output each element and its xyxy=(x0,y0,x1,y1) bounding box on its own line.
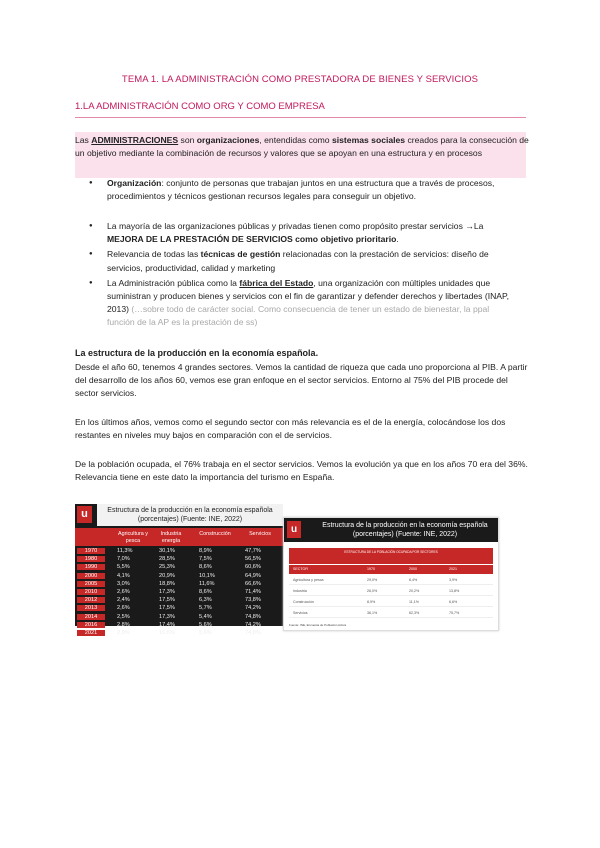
intro-paragraph: Las ADMINISTRACIONES son organizaciones, entendidas como sistemas sociales creados para la consecución de un objetivo mediante la combinación de recursos y valores que se apoyan en una estructura y en procesos xyxy=(75,135,529,159)
table-cell: 64,9% xyxy=(245,572,261,579)
table-footer: Fuente: INE, Encuesta de Población Activa xyxy=(289,623,347,627)
table-cell: 74,2% xyxy=(245,605,261,612)
table-cell: 16,6% xyxy=(159,629,175,636)
table-row xyxy=(75,573,283,581)
table-cell: 75,7% xyxy=(449,611,460,615)
column-header: 2021 xyxy=(449,567,457,571)
table-cell: 56,5% xyxy=(245,556,261,563)
table-title-bar xyxy=(284,518,498,542)
table-cell: 7,5% xyxy=(199,556,212,563)
row-year: 1970 xyxy=(77,548,105,554)
table-cell: 11,3% xyxy=(117,548,133,554)
table-cell: 20,2% xyxy=(409,589,420,593)
row-label: Industria xyxy=(293,589,307,593)
section-title: 1.LA ADMINISTRACIÓN COMO ORG Y COMO EMPRESA xyxy=(75,101,325,112)
column-header: Servicios xyxy=(249,531,271,537)
row-label: Agricultura y pesca xyxy=(293,578,324,582)
table-row xyxy=(289,609,493,618)
table-cell: 25,3% xyxy=(159,564,175,571)
table-cell: 8,6% xyxy=(199,588,212,595)
table-cell: 2,9% xyxy=(117,629,130,636)
table-row xyxy=(75,614,283,622)
table-cell: 17,3% xyxy=(159,613,175,620)
bullet-item: ● La Administración pública como la fábrica del Estado, una organización con múltiples unidades que suministran y producen bienes y servicios con el fin de garantizar y defender derechos y libertades (INAP, 2013) (…sobre todo de carácter social. Como consecuencia de tener un estado de bienestar, la ppal función de la AP es la prestación de ss) xyxy=(87,277,517,330)
university-logo: u xyxy=(287,521,301,538)
org-list xyxy=(87,177,517,205)
table-cell: 6,6% xyxy=(449,600,458,604)
column-header: Construcción xyxy=(199,531,231,537)
column-header: Industria energía xyxy=(160,531,182,544)
table-cell: 8,6% xyxy=(199,564,212,571)
bullet-list xyxy=(87,220,517,332)
row-year: 2016 xyxy=(77,622,105,628)
table-cell: 17,5% xyxy=(159,597,175,604)
column-header: 1970 xyxy=(367,567,375,571)
column-header: 2000 xyxy=(409,567,417,571)
bullet-item: ● Relevancia de todas las técnicas de gestión relacionadas con la prestación de servicios: diseño de servicios, productividad, calidad y marketing xyxy=(87,248,517,274)
table-cell: 11,6% xyxy=(199,580,215,587)
table-title: Estructura de la producción en la economía española (porcentajes) (Fuente: INE, 2022) xyxy=(97,504,283,526)
employment-table-image xyxy=(283,517,499,631)
table-cell: 2,8% xyxy=(117,621,130,628)
table-row xyxy=(75,548,283,556)
table-row xyxy=(75,556,283,564)
table-row xyxy=(75,564,283,572)
table-header xyxy=(75,528,283,546)
table-cell: 6,3% xyxy=(199,597,212,604)
production-table-image xyxy=(75,504,283,636)
university-logo: u xyxy=(77,506,92,523)
table-cell: 8,9% xyxy=(367,600,376,604)
table-cell: 13,8% xyxy=(449,589,460,593)
table-title: Estructura de la producción en la economía española (porcentajes) (Fuente: INE, 2022) xyxy=(322,522,488,538)
table-caption: ESTRUCTURA DE LA POBLACIÓN OCUPADA POR SECTORES xyxy=(289,548,493,564)
table-cell: 28,5% xyxy=(159,556,175,563)
table-cell: 2,6% xyxy=(117,588,130,595)
table-cell: 36,1% xyxy=(367,611,378,615)
bullet-item: ● La mayoría de las organizaciones públicas y privadas tienen como propósito prestar servicios →La MEJORA DE LA PRESTACIÓN DE SERVICIOS como objetivo prioritario. xyxy=(87,220,517,246)
table-cell: 60,6% xyxy=(245,564,261,571)
table-cell: 74,8% xyxy=(245,613,261,620)
table-row xyxy=(75,630,283,638)
paragraph: De la población ocupada, el 76% trabaja en el sector servicios. Vemos la evolución ya que en los años 70 era del 36%. Relevancia tiene en este dato la importancia del turismo en España. xyxy=(75,459,528,483)
column-header: SECTOR xyxy=(293,567,308,571)
table-cell: 10,1% xyxy=(199,572,215,579)
table-cell: 5,5% xyxy=(117,564,130,571)
table-cell: 62,3% xyxy=(409,611,420,615)
table-row xyxy=(289,576,493,585)
table-cell: 3,0% xyxy=(117,580,130,587)
table-cell: 2,6% xyxy=(117,605,130,612)
table-cell: 17,3% xyxy=(159,588,175,595)
table-cell: 17,4% xyxy=(159,621,175,628)
section-heading: La estructura de la producción en la economía española. xyxy=(75,348,319,358)
row-label: Servicios xyxy=(293,611,308,615)
table-cell: 47,7% xyxy=(245,548,261,554)
row-year: 2014 xyxy=(77,614,105,620)
table-cell: 73,8% xyxy=(245,597,261,604)
table-cell: 30,1% xyxy=(159,548,175,554)
table-cell: 2,5% xyxy=(117,613,130,620)
table-cell: 5,7% xyxy=(199,605,212,612)
table-cell: 5,6% xyxy=(199,629,212,636)
row-year: 1990 xyxy=(77,564,105,570)
table-row xyxy=(75,597,283,605)
table-cell: 3,9% xyxy=(449,578,458,582)
org-definition: ● Organización: conjunto de personas que trabajan juntos en una estructura que a través de procesos, procedimientos y técnicos gestionan recursos legales para conseguir un objetivo. xyxy=(87,177,517,203)
table-cell: 7,0% xyxy=(117,556,130,563)
row-year: 2005 xyxy=(77,581,105,587)
table-row xyxy=(289,598,493,607)
page-title: TEMA 1. LA ADMINISTRACIÓN COMO PRESTADORA DE BIENES Y SERVICIOS xyxy=(121,74,479,85)
table-cell: 20,9% xyxy=(159,572,175,579)
section-divider xyxy=(75,117,526,118)
table-cell: 26,0% xyxy=(367,589,378,593)
row-year: 2012 xyxy=(77,597,105,603)
row-year: 2013 xyxy=(77,605,105,611)
row-year: 2021 xyxy=(77,630,105,636)
table-cell: 8,9% xyxy=(199,548,212,554)
table-cell: 2,4% xyxy=(117,597,130,604)
table-row xyxy=(75,622,283,630)
table-cell: 5,4% xyxy=(199,613,212,620)
table-cell: 71,4% xyxy=(245,588,261,595)
table-cell: 29,0% xyxy=(367,578,378,582)
paragraph: Desde el año 60, tenemos 4 grandes sectores. Vemos la cantidad de riqueza que cada uno proporciona al PIB. A partir del desarrollo de los años 60, vemos ese gran enfoque en el sector servicios. Entorno al 75% del PIB procede del sector servicios. xyxy=(75,362,528,399)
row-year: 1980 xyxy=(77,556,105,562)
table-cell: 74,8% xyxy=(245,629,261,636)
table-cell: 5,6% xyxy=(199,621,212,628)
row-year: 2000 xyxy=(77,573,105,579)
row-label: Construcción xyxy=(293,600,314,604)
table-cell: 66,6% xyxy=(245,580,261,587)
table-row xyxy=(75,605,283,613)
table-cell: 4,1% xyxy=(117,572,130,579)
row-year: 2010 xyxy=(77,589,105,595)
column-header: Agricultura y pesca xyxy=(118,531,148,544)
table-cell: 17,5% xyxy=(159,605,175,612)
table-header xyxy=(289,565,493,574)
table-cell: 6,4% xyxy=(409,578,418,582)
table-cell: 18,8% xyxy=(159,580,175,587)
table-cell: 11,1% xyxy=(409,600,419,604)
table-row xyxy=(289,587,493,596)
table-row xyxy=(75,589,283,597)
table-cell: 74,2% xyxy=(245,621,261,628)
paragraph: En los últimos años, vemos como el segundo sector con más relevancia es el de la energía, colocándose los dos restantes en niveles muy bajos en comparación con el de servicios. xyxy=(75,417,506,441)
table-body xyxy=(75,548,283,638)
table-row xyxy=(75,581,283,589)
